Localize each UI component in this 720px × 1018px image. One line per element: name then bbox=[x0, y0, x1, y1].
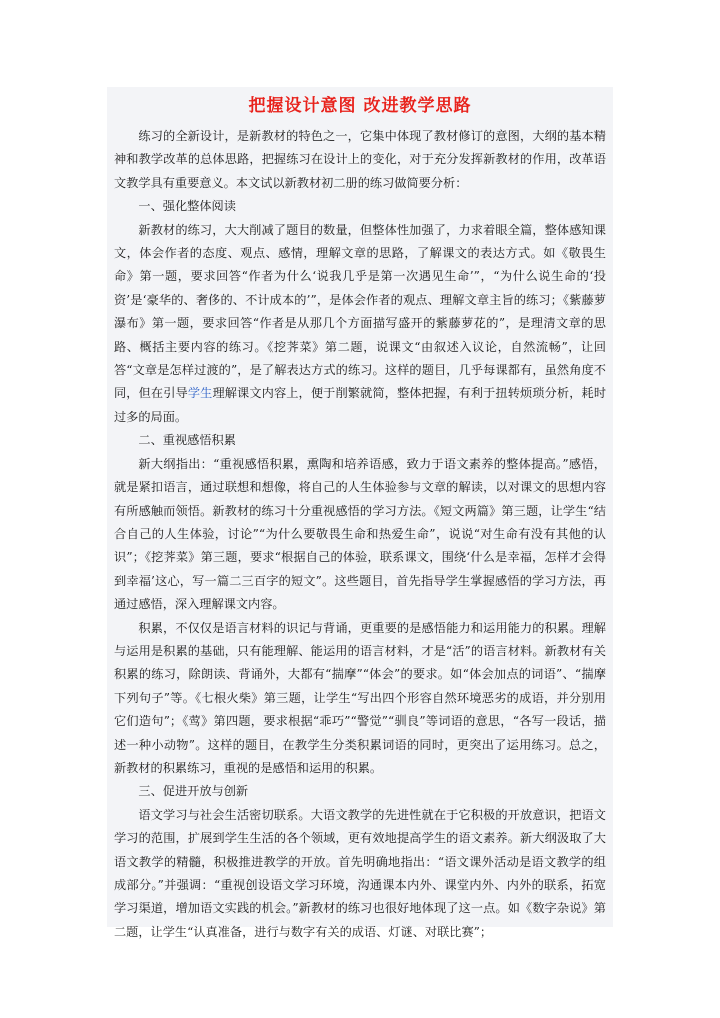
article-title: 把握设计意图 改进教学思路 bbox=[248, 96, 472, 116]
article bbox=[114, 94, 606, 944]
section2-heading: 二、重视感悟积累 bbox=[138, 433, 236, 448]
section3-paragraph-1: 语文学习与社会生活密切联系。大语文教学的先进性就在于它积极的开放意识，把语文学习的范围，扩展到学生生活的各个领域，更有效地提高学生的语文素养。新大纲汲取了大语文教学的精髓，积极推进教学的开放。首先明确地指出：“语文课外活动是语文教学的组成部分。”并强调：“重视创设语文学习环境，沟通课本内外、课堂内外、内外的联系，拓宽学习渠道，增加语文实践的机会。”新教材的练习也很好地体现了这一点。如《数字杂说》第二题，让学生“认真准备，进行与数字有关的成语、灯谜、对联比赛”； bbox=[114, 807, 606, 939]
section1-text-b: 理解课文内容上，便于削繁就简，整体把握，有利于扭转烦琐分析，耗时过多的局面。 bbox=[114, 386, 607, 424]
section3-heading: 三、促进开放与创新 bbox=[138, 784, 249, 799]
section2-paragraph-2: 积累，不仅仅是语言材料的识记与背诵，更重要的是感悟能力和运用能力的积累。理解与运用是积累的基础，只有能理解、能运用的语言材料，才是“活”的语言材料。新教材有关积累的练习，除朗读、背诵外，大都有“揣摩”“体会”的要求。如“体会加点的词语”、“揣摩下列句子”等。《七根火柴》第三题，让学生“写出四个形容自然环境恶劣的成语，并分别用它们造句”；《莺》第四题，要求根据“乖巧”“警觉”“驯良”等词语的意思，“各写一段话，描述一种小动物”。这样的题目，在教学生分类积累词语的同时，更突出了运用练习。总之，新教材的积累练习，重视的是感悟和运用的积累。 bbox=[114, 620, 606, 775]
section1-heading: 一、强化整体阅读 bbox=[138, 199, 236, 214]
intro-paragraph: 练习的全新设计，是新教材的特色之一，它集中体现了教材修订的意图，大纲的基本精神和教学改革的总体思路，把握练习在设计上的变化，对于充分发挥新教材的作用，改革语文教学具有重要意义。本文试以新教材初二册的练习做简要分析： bbox=[114, 129, 606, 190]
student-link[interactable]: 学生 bbox=[187, 386, 213, 401]
section2-paragraph-1: 新大纲指出：“重视感悟积累，熏陶和培养语感，致力于语文素养的整体提高。”感悟，就是紧扣语言，通过联想和想像，将自己的人生体验参与文章的解读，以对课文的思想内容有所感触而领悟。新教材的练习十分重视感悟的学习方法。《短文两篇》第三题，让学生“结合自己的人生体验，讨论”“为什么要敬畏生命和热爱生命”，说说“对生命有没有其他的认识”；《挖荠菜》第三题，要求“根据自己的体验，联系课文，围绕‘什么是幸福，怎样才会得到幸福’这心，写一篇二三百字的短文”。这些题目，首先指导学生掌握感悟的学习方法，再通过感悟，深入理解课文内容。 bbox=[114, 456, 606, 612]
section1-text-a: 新教材的练习，大大削减了题目的数量，但整体性加强了，力求着眼全篇，整体感知课文，体会作者的态度、观点、感情，理解文章的思路，了解课文的表达方式。如《敬畏生命》第一题，要求回答“作者为什么‘说我几乎是第一次遇见生命’”，“为什么说生命的‘投资’是‘豪华的、奢侈的、不计成本的’”，是体会作者的观点、理解文章主旨的练习；《紫藤萝瀑布》第一题，要求回答“作者是从那几个方面描写盛开的紫藤萝花的”，是理清文章的思路、概括主要内容的练习。《挖荠菜》第二题，说课文“由叙述入议论，自然流畅”，让回答“文章是怎样过渡的”，是了解表达方式的练习。这样的题目，几乎每课都有，虽然角度不同，但在引导 bbox=[114, 222, 606, 401]
section1-paragraph bbox=[114, 219, 606, 430]
